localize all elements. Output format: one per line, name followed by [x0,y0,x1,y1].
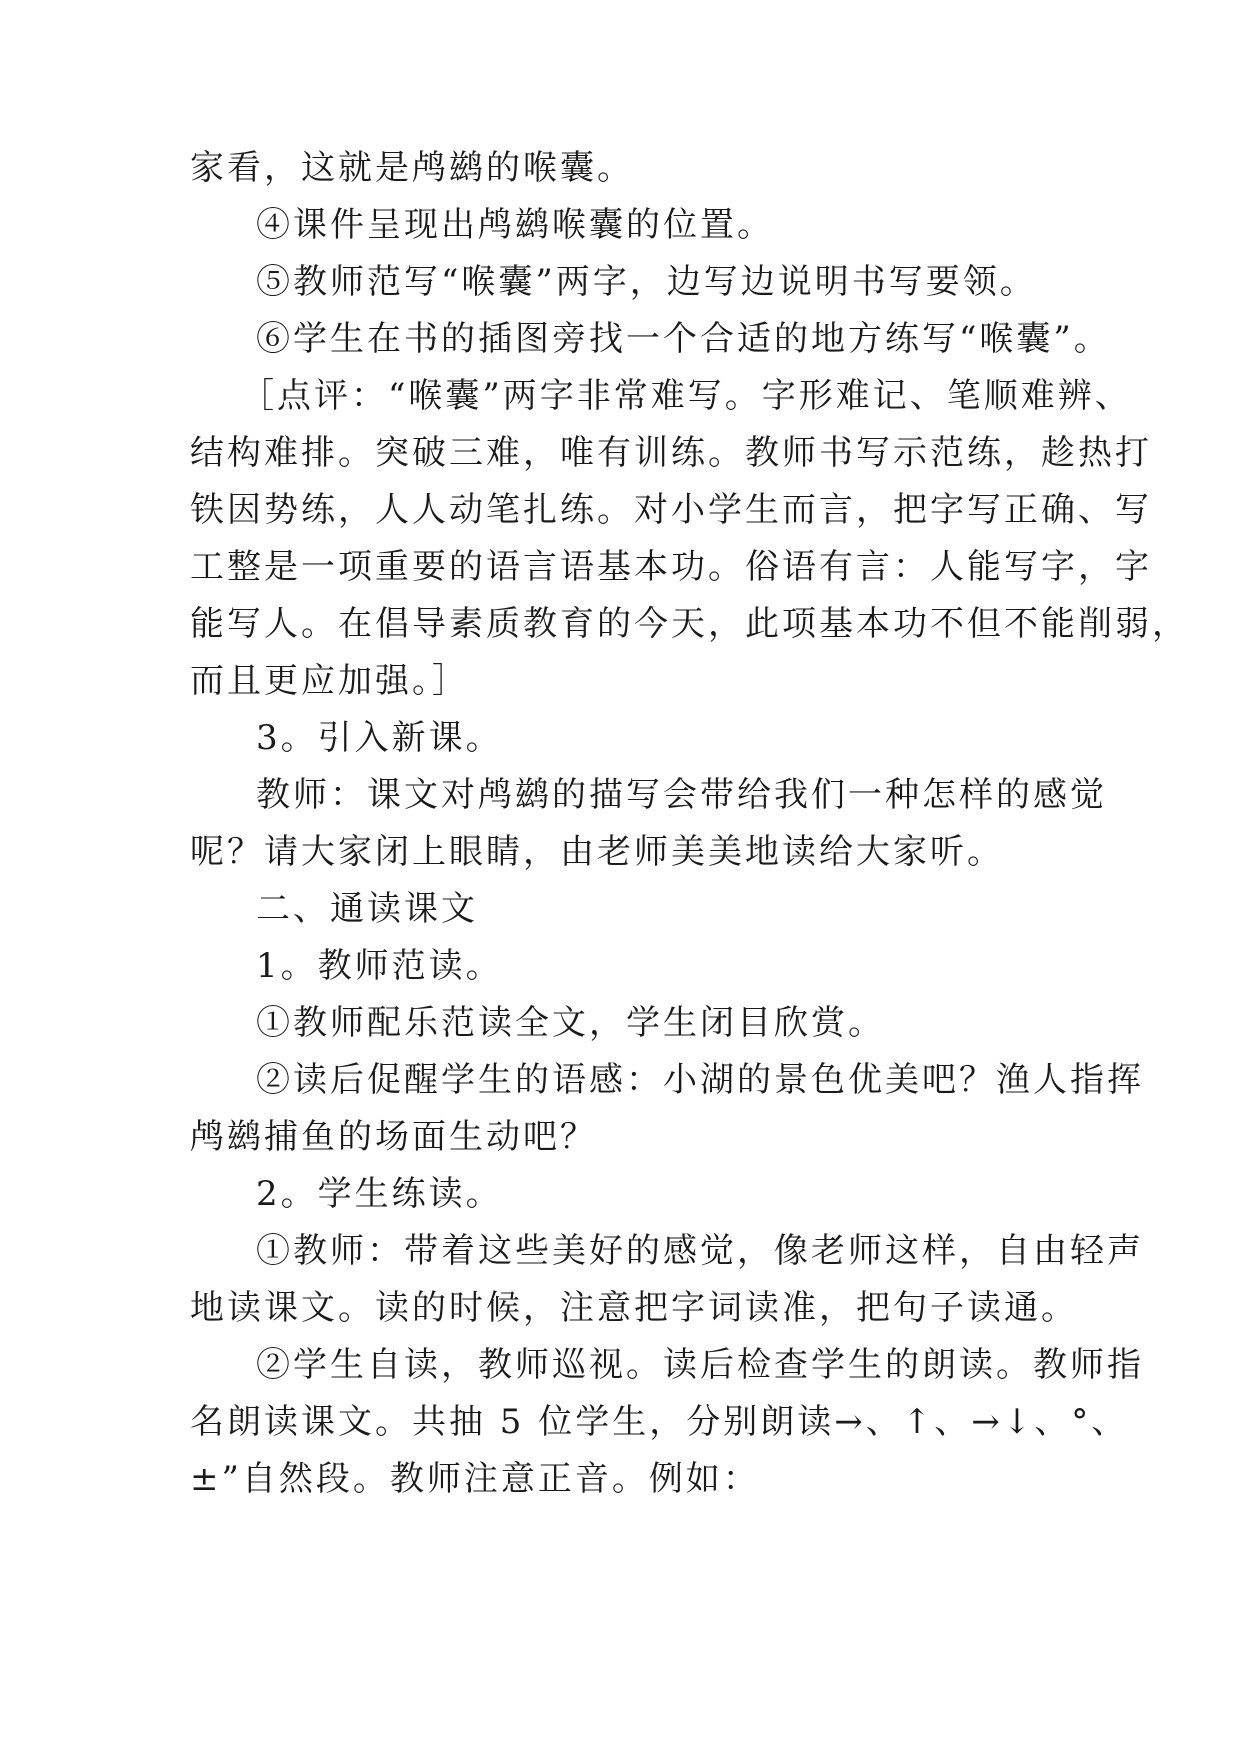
text-line: 3。引入新课。 [256,718,503,758]
text-line: ⑤教师范写“喉囊”两字，边写边说明书写要领。 [256,262,1037,302]
text-line: ②学生自读，教师巡视。读后检查学生的朗读。教师指 [256,1345,1144,1385]
text-line: ①教师：带着这些美好的感觉，像老师这样，自由轻声 [256,1231,1144,1271]
section-heading: 二、通读课文 [256,889,478,929]
text-line: 工整是一项重要的语言语基本功。俗语有言：人能写字，字 [190,547,1152,587]
text-line: 家看，这就是鸬鹚的喉囊。 [190,148,634,188]
text-line: 2。学生练读。 [256,1174,503,1214]
text-line: 能写人。在倡导素质教育的今天，此项基本功不但不能削弱， [190,604,1189,644]
text-line: 地读课文。读的时候，注意把字词读准，把句子读通。 [190,1288,1078,1328]
text-line: ［点评：“喉囊”两字非常难写。字形难记、笔顺难辨、 [240,376,1132,416]
text-line: ±”自然段。教师注意正音。例如： [190,1459,760,1499]
text-line: 名朗读课文。共抽 5 位学生，分别朗读→、↑、→↓、°、 [190,1402,1129,1442]
text-line: ④课件呈现出鸬鹚喉囊的位置。 [256,205,774,245]
text-line: 呢？请大家闭上眼睛，由老师美美地读给大家听。 [190,832,1004,872]
text-line: 结构难排。突破三难，唯有训练。教师书写示范练，趁热打 [190,433,1152,473]
text-line: 鸬鹚捕鱼的场面生动吧？ [190,1117,597,1157]
text-line: ⑥学生在书的插图旁找一个合适的地方练写“喉囊”。 [256,319,1111,359]
text-line: ②读后促醒学生的语感：小湖的景色优美吧？渔人指挥 [256,1060,1144,1100]
text-line: ①教师配乐范读全文，学生闭目欣赏。 [256,1003,885,1043]
text-line: 铁因势练，人人动笔扎练。对小学生而言，把字写正确、写 [190,490,1152,530]
text-line: 而且更应加强。］ [190,661,469,701]
text-line: 1。教师范读。 [256,946,503,986]
text-line: 教师：课文对鸬鹚的描写会带给我们一种怎样的感觉 [256,775,1107,815]
